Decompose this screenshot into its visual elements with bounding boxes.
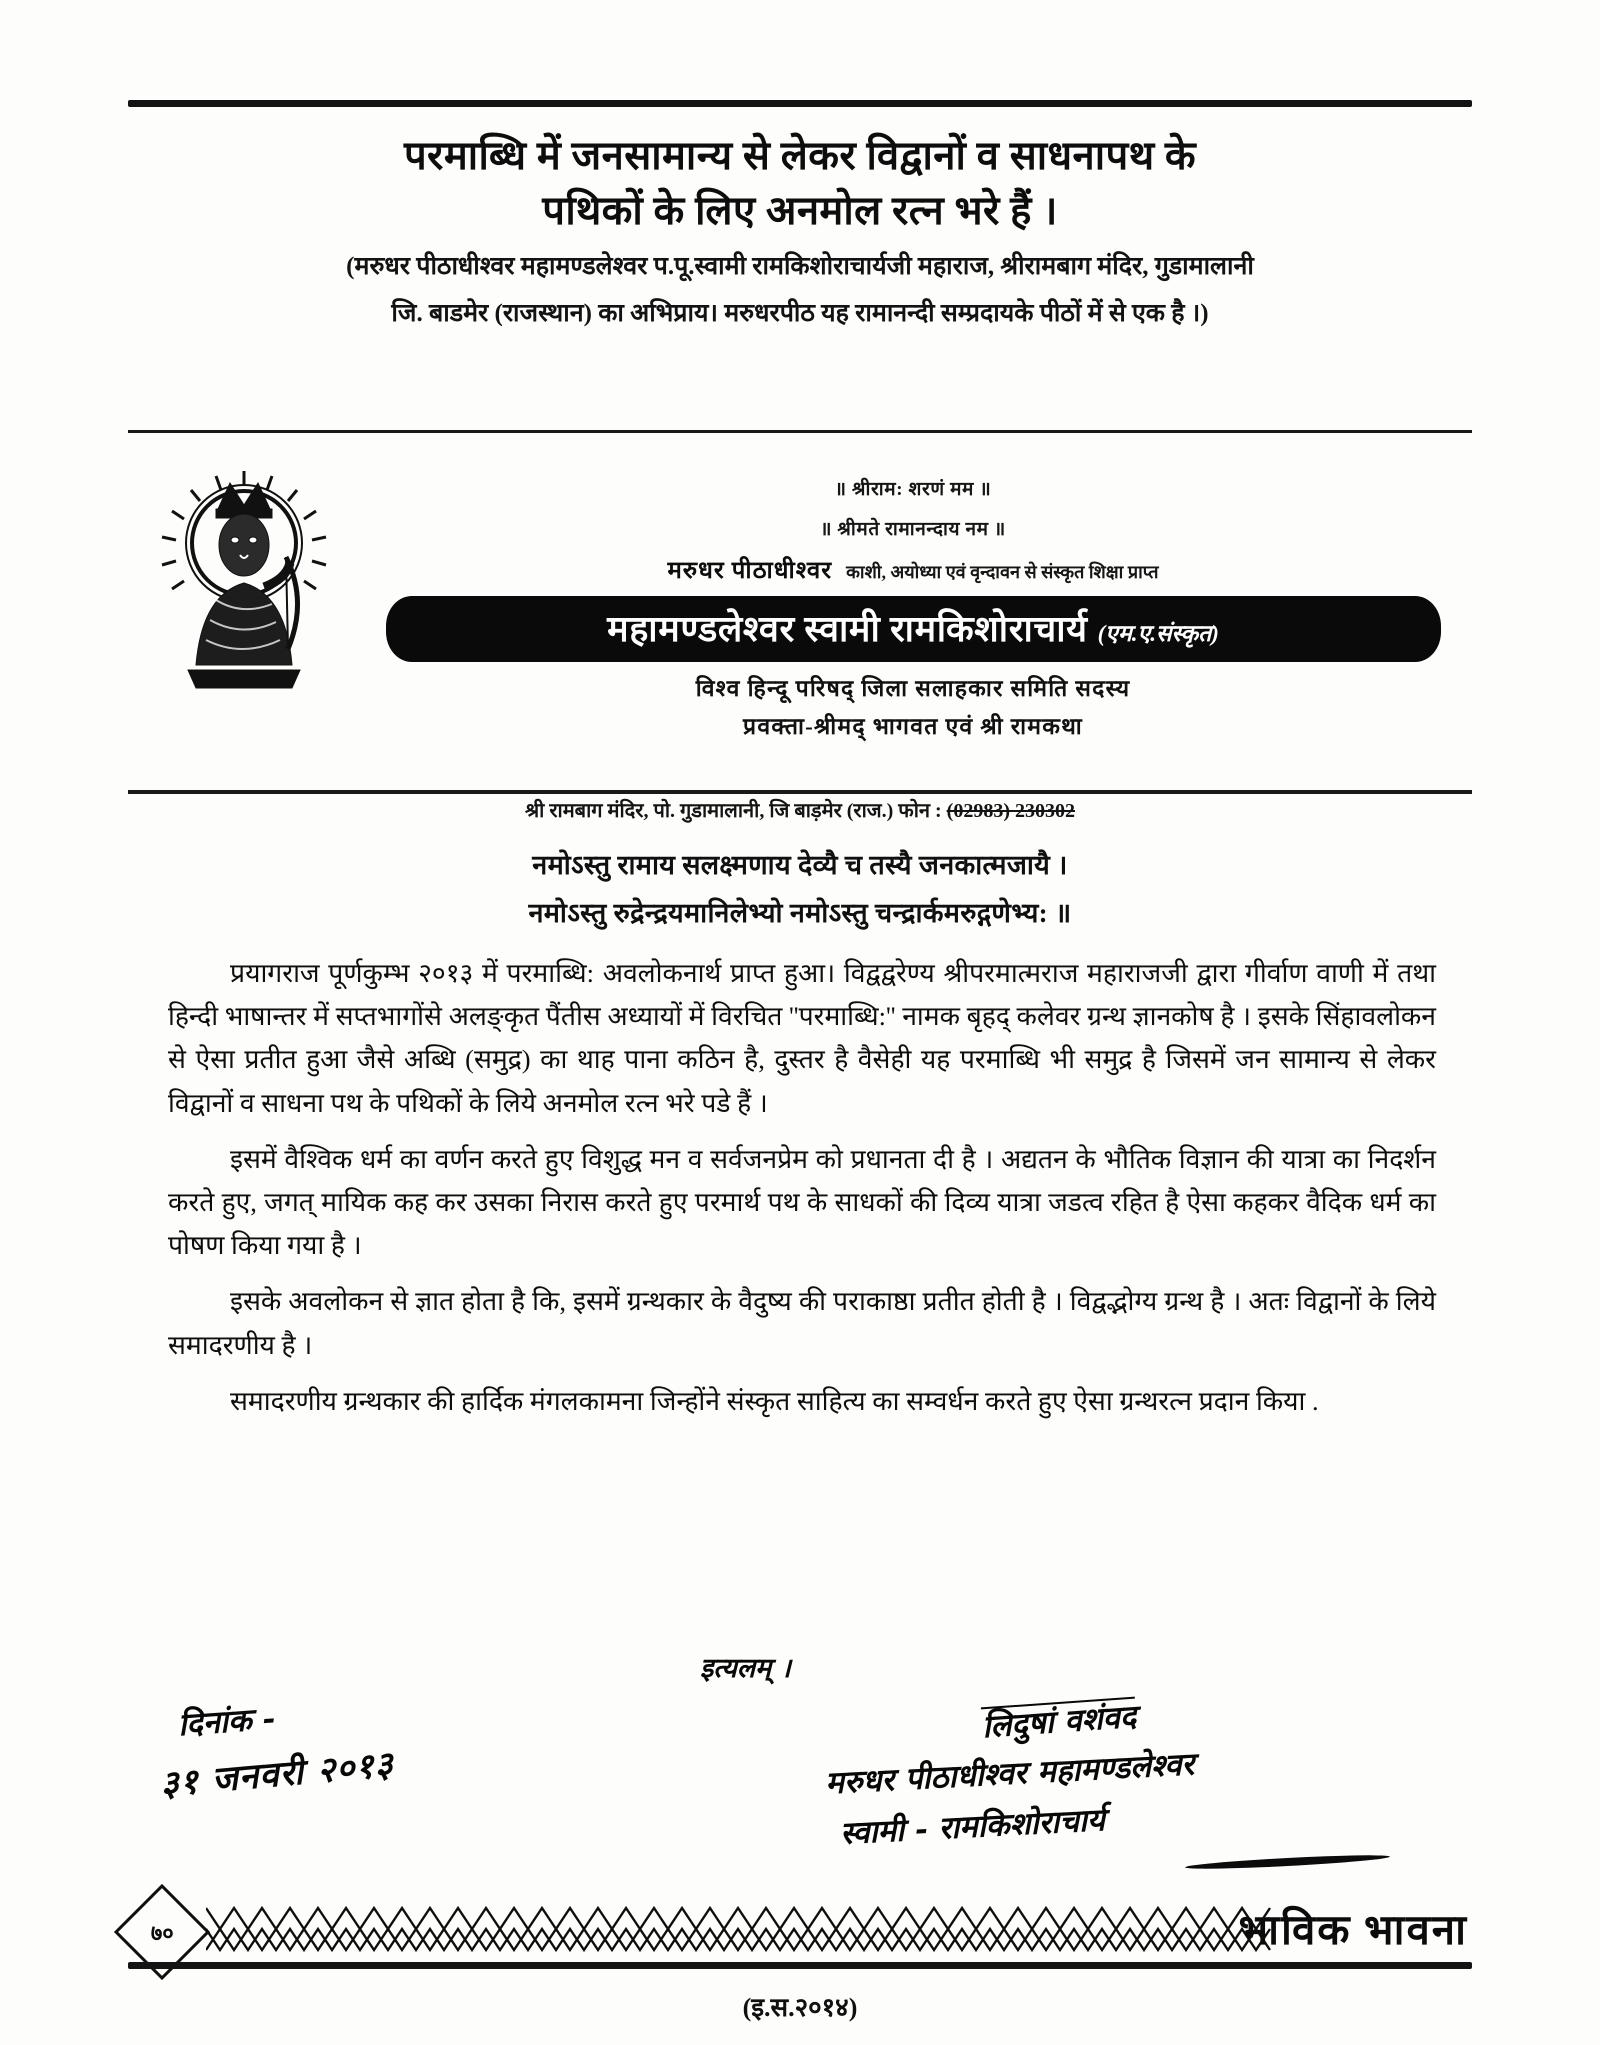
role-line-1: विश्व हिन्दू परिषद् जिला सलाहकार समिति सदस्य bbox=[695, 676, 1131, 701]
banner-qualification: (एम.ए.संस्कृत) bbox=[1097, 621, 1219, 646]
date-value: ३१ जनवरी २०१३ bbox=[158, 1743, 396, 1806]
signature-flourish bbox=[1185, 1853, 1390, 1872]
address-text: श्री रामबाग मंदिर, पो. गुडामालानी, जि बाड़मेर (राज.) फोन : bbox=[525, 800, 947, 822]
zigzag-band-icon bbox=[206, 1904, 1274, 1954]
letterhead-block bbox=[128, 455, 1472, 805]
heading-bottom-divider-rule bbox=[128, 430, 1472, 433]
mantra-line-2: ॥ श्रीमते रामानन्दाय नम ॥ bbox=[820, 519, 1006, 540]
signature-line-3: स्वामी - रामकिशोराचार्य bbox=[839, 1802, 1106, 1852]
address-line bbox=[128, 796, 1472, 823]
role-line-2: प्रवक्ता-श्रीमद् भागवत एवं श्री रामकथा bbox=[743, 714, 1083, 739]
sanskrit-verse-1: नमोऽस्तु रामाय सलक्ष्मणाय देव्यै च तस्यै जनकात्मजायै । bbox=[532, 850, 1068, 880]
footer-year: (इ.स.२०१४) bbox=[742, 1993, 858, 2022]
name-banner bbox=[386, 596, 1441, 662]
sanskrit-verse-2: नमोऽस्तु रुद्रेन्द्रयमानिलेभ्यो नमोऽस्तु चन्द्रार्कमरुद्गणेभ्य: ॥ bbox=[528, 898, 1072, 928]
page-title-line-1: परमाब्धि में जनसामान्य से लेकर विद्वानों व साधनापथ के bbox=[403, 133, 1197, 178]
address-divider-rule bbox=[128, 790, 1472, 794]
peethadhishwar-label: मरुधर पीठाधीश्वर bbox=[667, 558, 833, 584]
page-title-line-2: पथिकों के लिए अनमोल रत्न भरे हैं । bbox=[542, 188, 1058, 233]
signature-line-2: मरुधर पीठाधीश्वर महामण्डलेश्वर bbox=[824, 1746, 1195, 1802]
attribution-line-1: (मरुधर पीठाधीश्वर महामण्डलेश्वर प.पू.स्वामी रामकिशोराचार्यजी महाराज, श्रीरामबाग मंदिर, गुडामालानी bbox=[346, 253, 1254, 280]
body-paragraph: प्रयागराज पूर्णकुम्भ २०१३ में परमाब्धि: अवलोकनार्थ प्राप्त हुआ। विद्वद्वरेण्य श्रीपरमात्मराज महाराजजी द्वारा गीर्वाण वाणी में तथा हिन्दी भाषान्तर में सप्तभागोंसे अलङ्कृत पैंतीस अध्यायों में विरचित ''परमाब्धि:'' नामक बृहद् कलेवर ग्रन्थ ज्ञानकोष है । इसके सिंहावलोकन से ऐसा प्रतीत हुआ जैसे अब्धि (समुद्र) का थाह पाना कठिन है, दुस्तर है वैसेही यह परमाब्धि भी समुद्र है जिसमें जन सामान्य से लेकर विद्वानों व साधना पथ के पथिकों के लिये अनमोल रत्न भरे पडे हैं । bbox=[168, 958, 1436, 1118]
education-line: काशी, अयोध्या एवं वृन्दावन से संस्कृत शिक्षा प्राप्त bbox=[846, 562, 1159, 582]
body-paragraph: इसमें वैश्विक धर्म का वर्णन करते हुए विशुद्ध मन व सर्वजनप्रेम को प्रधानता दी है । अद्यतन के भौतिक विज्ञान की यात्रा का निदर्शन करते हुए, जगत् मायिक कह कर उसका निरास करते हुए परमार्थ पथ के साधकों की दिव्य यात्रा जडत्व रहित है ऐसा कहकर वैदिक धर्म का पोषण किया गया है । bbox=[168, 1143, 1436, 1261]
rama-deity-portrait-icon bbox=[136, 465, 356, 705]
banner-name: महामण्डलेश्वर स्वामी रामकिशोराचार्य bbox=[607, 609, 1088, 649]
mantra-line-1: ॥ श्रीराम: शरणं मम ॥ bbox=[834, 479, 992, 500]
footer-title: भाविक भावना bbox=[1238, 1908, 1468, 1954]
letterhead-credentials-row bbox=[358, 553, 1468, 586]
date-label: दिनांक - bbox=[176, 1700, 277, 1744]
body-paragraph: समादरणीय ग्रन्थकार की हार्दिक मंगलकामना जिन्होंने संस्कृत साहित्य का सम्वर्धन करते हुए ऐसा ग्रन्थरत्न प्रदान किया . bbox=[230, 1385, 1319, 1416]
body-paragraph: इसके अवलोकन से ज्ञात होता है कि, इसमें ग्रन्थकार के वैदुष्य की पराकाष्ठा प्रतीत होती है । विद्वद्भोग्य ग्रन्थ है । अतः विद्वानों के लिये समादरणीय है । bbox=[168, 1286, 1436, 1360]
body-text-block bbox=[168, 952, 1436, 1436]
footer-divider-rule bbox=[128, 1962, 1472, 1969]
phone-number: (02983) 230302 bbox=[946, 800, 1075, 822]
attribution-line-2: जि. बाडमेर (राजस्थान) का अभिप्राय। मरुधरपीठ यह रामानन्दी सम्प्रदायके पीठों में से एक है ।) bbox=[391, 300, 1209, 327]
page-number-text: ७० bbox=[150, 1919, 174, 1945]
closing-word: इत्यलम् । bbox=[700, 1653, 791, 1684]
top-divider-rule bbox=[128, 100, 1472, 107]
signature-line-1: लिदुषां वशंवद bbox=[981, 1698, 1138, 1746]
